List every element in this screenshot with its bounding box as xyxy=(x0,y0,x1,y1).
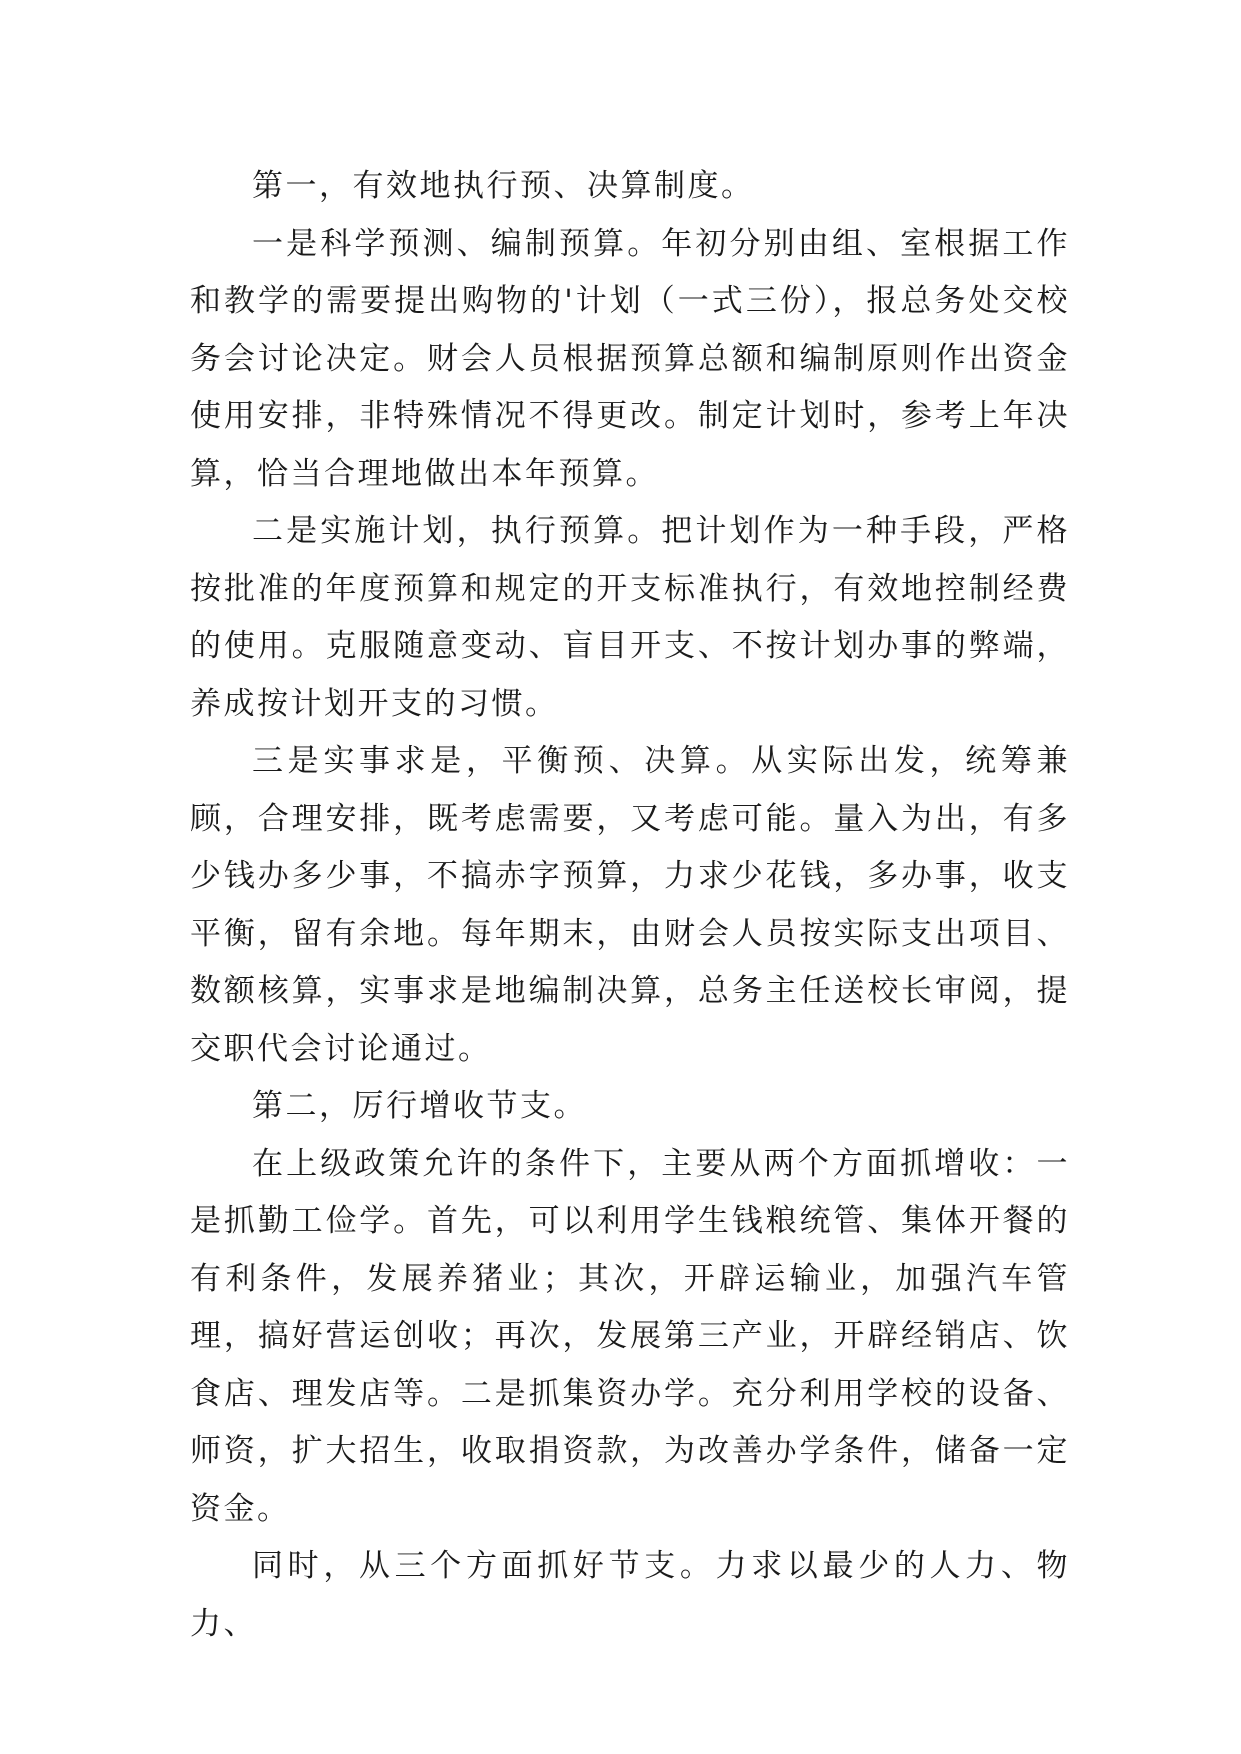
paragraph-implement-plan: 二是实施计划，执行预算。把计划作为一种手段，严格按批准的年度预算和规定的开支标准执行，有效地控制经费的使用。克服随意变动、盲目开支、不按计划办事的弊端，养成按计划开支的习惯。 xyxy=(190,513,1070,722)
paragraph-increase-income-heading: 第二，厉行增收节支。 xyxy=(252,1088,587,1124)
document-body xyxy=(190,158,1070,1653)
paragraph-increase-income: 在上级政策允许的条件下，主要从两个方面抓增收：一是抓勤工俭学。首先，可以利用学生钱粮统管、集体开餐的有利条件，发展养猪业；其次，开辟运输业，加强汽车管理，搞好营运创收；再次，发展第三产业，开辟经销店、饮食店、理发店等。二是抓集资办学。充分利用学校的设备、师资，扩大招生，收取捐资款，为改善办学条件，储备一定资金。 xyxy=(190,1145,1070,1527)
paragraph-budget-system-heading: 第一，有效地执行预、决算制度。 xyxy=(252,168,755,204)
paragraph-forecast-budget: 一是科学预测、编制预算。年初分别由组、室根据工作和教学的需要提出购物的'计划（一式三份），报总务处交校务会讨论决定。财会人员根据预算总额和编制原则作出资金使用安排，非特殊情况不得更改。制定计划时，参考上年决算，恰当合理地做出本年预算。 xyxy=(190,225,1070,492)
paragraph-balance-budget: 三是实事求是，平衡预、决算。从实际出发，统筹兼顾，合理安排，既考虑需要，又考虑可能。量入为出，有多少钱办多少事，不搞赤字预算，力求少花钱，多办事，收支平衡，留有余地。每年期末，由财会人员按实际支出项目、数额核算，实事求是地编制决算，总务主任送校长审阅，提交职代会讨论通过。 xyxy=(190,743,1070,1067)
paragraph-reduce-expenses: 同时，从三个方面抓好节支。力求以最少的人力、物力、 xyxy=(190,1548,1070,1642)
